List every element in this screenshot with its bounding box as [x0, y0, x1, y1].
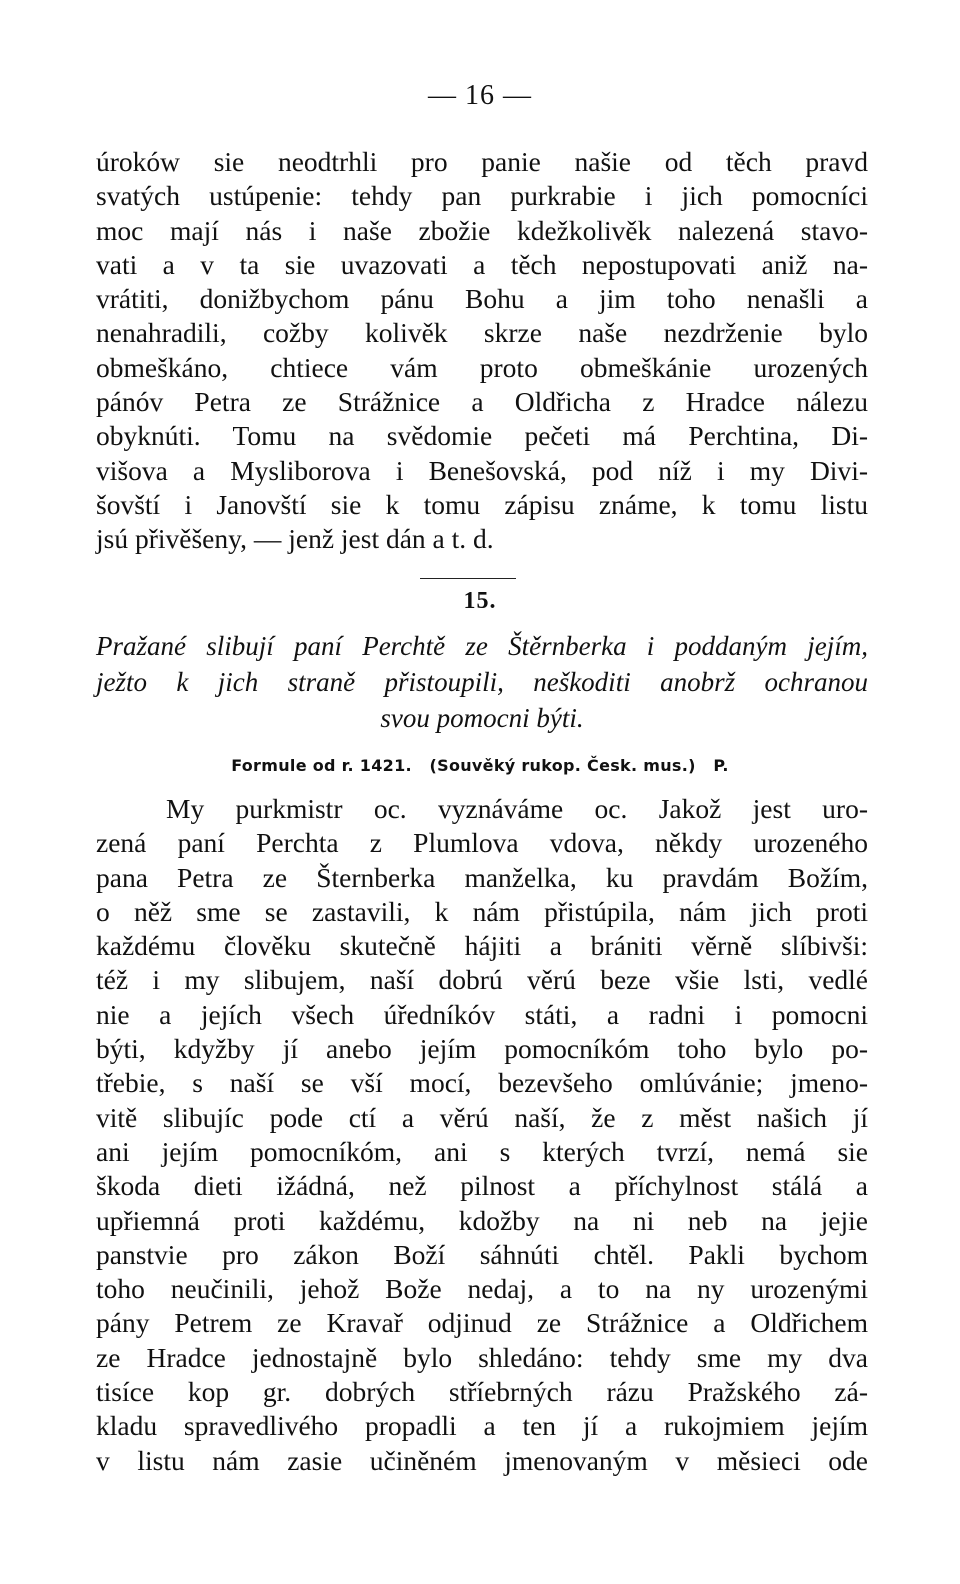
- text-line: My purkmistr oc. vyznáváme oc. Jakož jest uro-: [166, 793, 868, 824]
- title-line: Pražané slibují paní Perchtě ze Štěrnberka i poddaným jejím,: [96, 631, 868, 661]
- source-note: Formule od r. 1421. (Souvěký rukop. Česk. mus.) P.: [231, 756, 729, 775]
- text-line: každému člověku skutečně hájiti a brániti věrně slíbivši:: [96, 930, 868, 962]
- text-line: škoda dieti ižádná, než pilnost a příchylnost stálá a: [96, 1170, 868, 1202]
- section-divider: [420, 578, 516, 579]
- text-line: višova a Mysliborova i Benešovská, pod níž i my Divi-: [96, 454, 868, 486]
- text-line: též i my slibujem, naší dobrú věrú beze všie lsti, vedlé: [96, 964, 868, 996]
- text-line: v listu nám zasie učiněném jmenovaným v měsieci ode: [96, 1444, 868, 1476]
- title-line: ježto k jich straně přistoupili, neškoditi anobrž ochranou: [96, 667, 868, 697]
- document-title: [96, 628, 868, 736]
- text-line: vitě slibujíc pode ctí a věrú naší, že z měst našich jí: [96, 1101, 868, 1133]
- text-line: upřiemná proti každému, kdožby na ni neb na jejie: [96, 1204, 868, 1236]
- text-line: moc mají nás i naše zbožie kdežkolivěk nalezená stavo-: [96, 214, 868, 246]
- text-line: kladu spravedlivého propadli a ten jí a rukojmiem jejím: [96, 1410, 868, 1442]
- text-line: obmeškáno, chtiece vám proto obmeškánie urozených: [96, 351, 868, 383]
- text-line: zená paní Perchta z Plumlova vdova, někdy urozeného: [96, 827, 868, 859]
- text-line: obyknúti. Tomu na svědomie pečeti má Perchtina, Di-: [96, 420, 868, 452]
- text-line: šovští i Janovští sie k tomu zápisu známe, k tomu listu: [96, 488, 868, 520]
- text-line: pánóv Petra ze Strážnice a Oldřicha z Hradce nálezu: [96, 386, 868, 418]
- text-line: vrátiti, donižbychom pánu Bohu a jim toho nenašli a: [96, 283, 868, 315]
- text-line: panstvie pro zákon Boží sáhnúti chtěl. Pakli bychom: [96, 1238, 868, 1270]
- page-number: — 16 —: [428, 80, 532, 111]
- text-line: tisíce kop gr. dobrých stříebrných rázu Pražského zá-: [96, 1376, 868, 1408]
- text-line: býti, kdyžby jí anebo jejím pomocníkóm toho bylo po-: [96, 1033, 868, 1065]
- text-line: svatých ustúpenie: tehdy pan purkrabie i jich pomocníci: [96, 180, 868, 212]
- text-line: pány Petrem ze Kravař odjinud ze Strážnice a Oldřichem: [96, 1307, 868, 1339]
- text-line: toho neučinili, jehož Bože nedaj, a to na ny urozenými: [96, 1273, 868, 1305]
- text-line: ani jejím pomocníkóm, ani s kterých tvrzí, nemá sie: [96, 1135, 868, 1167]
- text-line: o něž sme se zastavili, k nám přistúpila, nám jich proti: [96, 895, 868, 927]
- text-line: nie a jejích všech úředníkóv státi, a radni i pomocni: [96, 998, 868, 1030]
- text-line: třebie, s naší se vší mocí, bezevšeho omlúvánie; jmeno-: [96, 1067, 868, 1099]
- text-line: pana Petra ze Šternberka manželka, ku pravdám Božím,: [96, 861, 868, 893]
- text-line: nenahradili, cožby kolivěk skrze naše nezdrženie bylo: [96, 317, 868, 349]
- text-line: vati a v ta sie uvazovati a těch nepostupovati aniž na-: [96, 248, 868, 280]
- document-number: 15.: [463, 588, 497, 614]
- top-paragraph: [96, 145, 868, 557]
- text-line: úroków sie neodtrhli pro panie našie od těch pravd: [96, 146, 868, 177]
- title-line: svou pomocni býti.: [380, 703, 584, 733]
- main-paragraph: [96, 792, 868, 1478]
- text-line: ze Hradce jednostajně bylo shledáno: tehdy sme my dva: [96, 1341, 868, 1373]
- text-line: jsú přivěšeny, — jenž jest dán a t. d.: [96, 523, 494, 555]
